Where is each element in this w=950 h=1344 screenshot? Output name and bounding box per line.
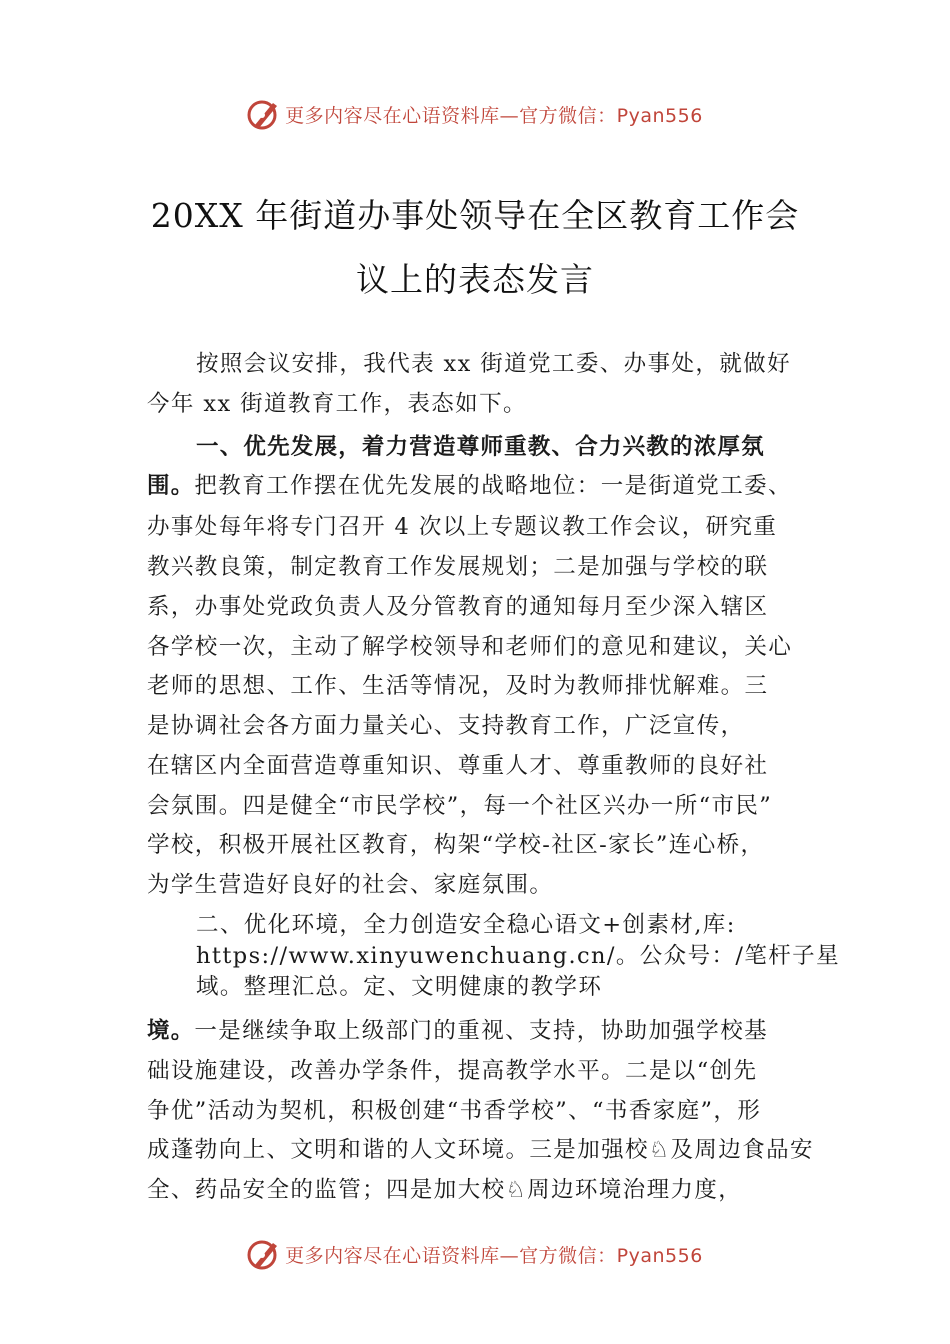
section2-line xyxy=(147,1011,768,1051)
section2-line: 全、药品安全的监管；四是加大校♘周边环境治理力度， xyxy=(147,1177,743,1203)
title-line-1: 20XX 年街道办事处领导在全区教育工作会 xyxy=(150,196,800,235)
section1-line: 为学生营造好良好的社会、家庭氛围。 xyxy=(147,872,554,898)
intro-line-1: 按照会议安排，我代表 xx 街道党工委、办事处，就做好 xyxy=(196,351,791,377)
header-watermark xyxy=(0,94,950,134)
intro-line-2: 今年 xx 街道教育工作，表态如下。 xyxy=(147,391,527,417)
pen-logo-icon xyxy=(247,97,281,131)
section2-line-rest: 一是继续争取上级部门的重视、支持，协助加强学校基 xyxy=(194,1018,769,1044)
section1-line: 老师的思想、工作、生活等情况，及时为教师排忧解难。三 xyxy=(147,673,769,699)
title-line-2: 议上的表态发言 xyxy=(356,260,594,299)
section1-line xyxy=(147,466,792,506)
document-title xyxy=(100,184,850,312)
section1-heading-end: 围。 xyxy=(147,473,195,499)
banner-text: 更多内容尽在心语资料库—官方微信：Pyan556 xyxy=(285,1244,703,1267)
banner-text: 更多内容尽在心语资料库—官方微信：Pyan556 xyxy=(285,104,703,127)
section2-line: 争优”活动为契机，积极创建“书香学校”、“书香家庭”，形 xyxy=(147,1098,762,1124)
section1-line: 学校，积极开展社区教育，构架“学校-社区-家长”连心桥， xyxy=(147,832,765,858)
section1-heading: 一、优先发展，着力营造尊师重教、合力兴教的浓厚氛 xyxy=(196,434,765,460)
section2-heading-end: 境。 xyxy=(147,1018,195,1044)
pen-logo-icon xyxy=(247,1237,281,1271)
section2-line: 成蓬勃向上、文明和谐的人文环境。三是加强校♘及周边食品安 xyxy=(147,1137,814,1163)
section2-line: 础设施建设，改善办学条件，提高教学水平。二是以“创先 xyxy=(147,1058,758,1084)
section1-line: 办事处每年将专门召开 4 次以上专题议教工作会议，研究重 xyxy=(147,514,778,540)
section2-line: 域。整理汇总。定、文明健康的教学环 xyxy=(196,974,603,1000)
section1-line: 会氛围。四是健全“市民学校”，每一个社区兴办一所“市民” xyxy=(147,793,773,819)
section1-line: 系，办事处党政负责人及分管教育的通知每月至少深入辖区 xyxy=(147,594,769,620)
section1-line: 教兴教良策，制定教育工作发展规划；二是加强与学校的联 xyxy=(147,554,769,580)
section2-line: https://www.xinyuwenchuang.cn/。公众号：/笔杆子星 xyxy=(196,943,840,969)
section2-line: 二、优化环境，全力创造安全稳心语文+创素材,库: xyxy=(196,912,736,938)
section1-line: 是协调社会各方面力量关心、支持教育工作，广泛宣传， xyxy=(147,713,745,739)
section1-line: 各学校一次，主动了解学校领导和老师们的意见和建议，关心 xyxy=(147,634,793,660)
section1-line: 在辖区内全面营造尊重知识、尊重人才、尊重教师的良好社 xyxy=(147,753,769,779)
footer-watermark xyxy=(0,1234,950,1274)
section1-line-rest: 把教育工作摆在优先发展的战略地位：一是街道党工委、 xyxy=(194,473,792,499)
